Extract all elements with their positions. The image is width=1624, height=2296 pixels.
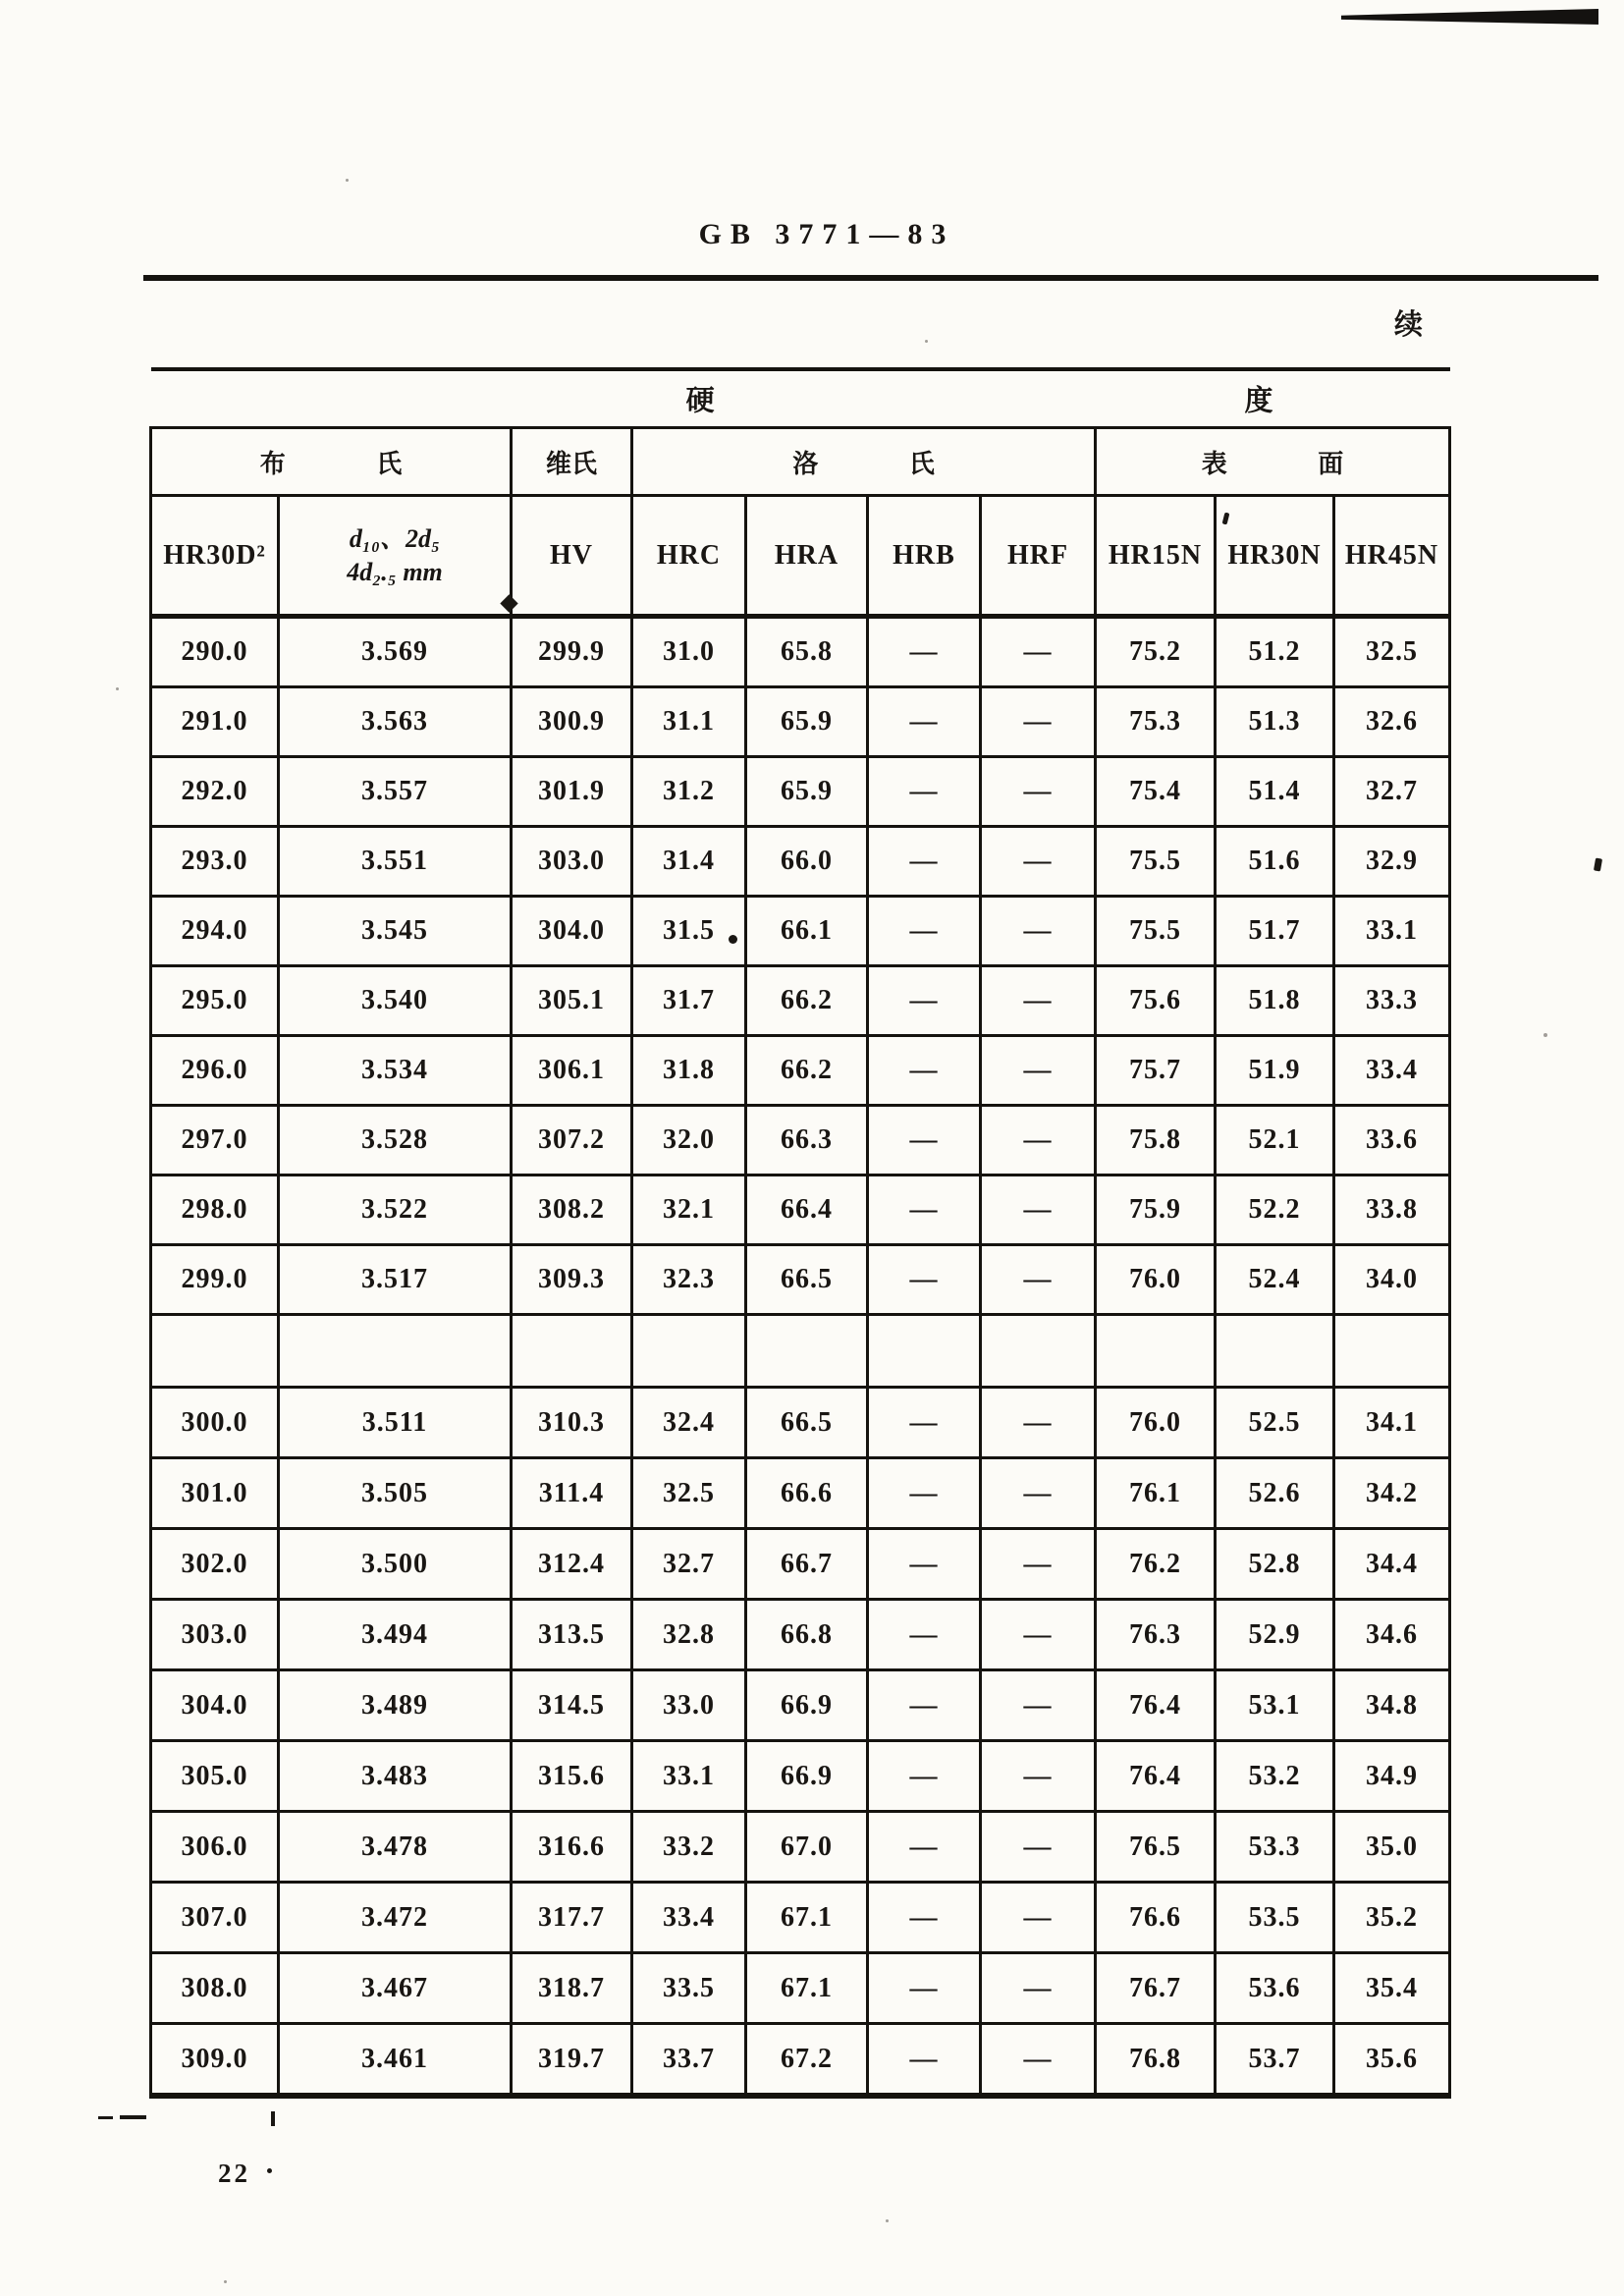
table-cell: 67.1 bbox=[746, 1883, 868, 1953]
table-cell-empty bbox=[868, 1315, 981, 1388]
scan-artifact-speck bbox=[224, 2280, 227, 2283]
table-cell: 76.3 bbox=[1096, 1600, 1216, 1670]
table-cell: 306.0 bbox=[151, 1812, 279, 1883]
table-cell: 66.4 bbox=[746, 1175, 868, 1245]
table-cell: 33.5 bbox=[632, 1953, 746, 2024]
table-cell: 33.6 bbox=[1334, 1106, 1450, 1175]
table-cell: 309.0 bbox=[151, 2024, 279, 2097]
table-cell: — bbox=[981, 1245, 1096, 1315]
table-cell: 65.9 bbox=[746, 757, 868, 827]
table-cell: 52.4 bbox=[1216, 1245, 1334, 1315]
table-cell: 35.6 bbox=[1334, 2024, 1450, 2097]
table-band-scales bbox=[151, 428, 1450, 496]
table-cell: 53.3 bbox=[1216, 1812, 1334, 1883]
table-cell: 305.1 bbox=[512, 966, 632, 1036]
hardness-char-right: 度 bbox=[1244, 385, 1273, 417]
table-cell: 300.0 bbox=[151, 1388, 279, 1458]
table-cell: 311.4 bbox=[512, 1458, 632, 1529]
table-cell: 3.494 bbox=[279, 1600, 512, 1670]
table-cell: 32.7 bbox=[1334, 757, 1450, 827]
table-cell: — bbox=[981, 1388, 1096, 1458]
column-header-hr45n: HR45N bbox=[1334, 496, 1450, 617]
group-header-rockwell: 洛 氏 bbox=[632, 428, 1096, 496]
table-cell: 76.8 bbox=[1096, 2024, 1216, 2097]
table-cell: 303.0 bbox=[151, 1600, 279, 1670]
table-cell: — bbox=[868, 1670, 981, 1741]
table-cell-empty bbox=[746, 1315, 868, 1388]
table-row bbox=[151, 897, 1450, 966]
table-cell: 67.1 bbox=[746, 1953, 868, 2024]
table-cell: — bbox=[868, 1036, 981, 1106]
table-cell: 75.8 bbox=[1096, 1106, 1216, 1175]
table-cell: 312.4 bbox=[512, 1529, 632, 1600]
table-cell: — bbox=[981, 617, 1096, 687]
scan-artifact-speck bbox=[346, 179, 349, 182]
table-cell: — bbox=[981, 1458, 1096, 1529]
table-column-headers bbox=[151, 496, 1450, 617]
table-cell: 52.1 bbox=[1216, 1106, 1334, 1175]
table-cell: — bbox=[868, 966, 981, 1036]
table-cell: 296.0 bbox=[151, 1036, 279, 1106]
diameter-header-line1: d₁₀、2d₅ bbox=[349, 523, 441, 553]
table-cell: 34.8 bbox=[1334, 1670, 1450, 1741]
table-cell: 3.540 bbox=[279, 966, 512, 1036]
table-cell: 307.2 bbox=[512, 1106, 632, 1175]
table-cell: 31.5 bbox=[632, 897, 746, 966]
table-cell: 66.6 bbox=[746, 1458, 868, 1529]
table-cell: — bbox=[981, 1670, 1096, 1741]
table-cell: 32.0 bbox=[632, 1106, 746, 1175]
table-cell: 302.0 bbox=[151, 1529, 279, 1600]
table-cell: 34.0 bbox=[1334, 1245, 1450, 1315]
table-cell: 33.2 bbox=[632, 1812, 746, 1883]
table-cell: 32.6 bbox=[1334, 687, 1450, 757]
table-cell: 76.1 bbox=[1096, 1458, 1216, 1529]
table-cell-empty bbox=[151, 1315, 279, 1388]
table-cell: 52.5 bbox=[1216, 1388, 1334, 1458]
scan-artifact-margin-dash bbox=[98, 2116, 113, 2119]
table-cell: — bbox=[868, 1458, 981, 1529]
table-cell: 318.7 bbox=[512, 1953, 632, 2024]
scan-artifact-margin-dash bbox=[120, 2115, 146, 2119]
table-cell: 3.551 bbox=[279, 827, 512, 897]
table-cell: 53.1 bbox=[1216, 1670, 1334, 1741]
table-row bbox=[151, 2024, 1450, 2097]
table-cell: 3.472 bbox=[279, 1883, 512, 1953]
table-cell: 33.0 bbox=[632, 1670, 746, 1741]
table-cell: 34.4 bbox=[1334, 1529, 1450, 1600]
table-cell: 51.2 bbox=[1216, 617, 1334, 687]
table-spacer-row bbox=[151, 1315, 1450, 1388]
table-cell: 53.5 bbox=[1216, 1883, 1334, 1953]
table-cell: 52.9 bbox=[1216, 1600, 1334, 1670]
table-cell: 308.2 bbox=[512, 1175, 632, 1245]
table-cell: — bbox=[981, 897, 1096, 966]
table-cell: 67.0 bbox=[746, 1812, 868, 1883]
table-cell: 317.7 bbox=[512, 1883, 632, 1953]
hardness-char-left: 硬 bbox=[685, 385, 715, 417]
table-cell: 306.1 bbox=[512, 1036, 632, 1106]
table-cell: — bbox=[981, 1529, 1096, 1600]
table-cell: 66.8 bbox=[746, 1600, 868, 1670]
table-cell: — bbox=[981, 1812, 1096, 1883]
table-cell: 32.5 bbox=[632, 1458, 746, 1529]
table-cell: 76.0 bbox=[1096, 1245, 1216, 1315]
table-cell: — bbox=[868, 1883, 981, 1953]
table-cell: 65.8 bbox=[746, 617, 868, 687]
table-cell: 51.9 bbox=[1216, 1036, 1334, 1106]
table-cell-empty bbox=[632, 1315, 746, 1388]
table-cell: — bbox=[868, 1953, 981, 2024]
table-cell: 53.7 bbox=[1216, 2024, 1334, 2097]
table-cell-empty bbox=[512, 1315, 632, 1388]
table-cell: 3.511 bbox=[279, 1388, 512, 1458]
table-cell: 303.0 bbox=[512, 827, 632, 897]
table-cell: 307.0 bbox=[151, 1883, 279, 1953]
table-cell: 32.5 bbox=[1334, 617, 1450, 687]
table-cell: 301.0 bbox=[151, 1458, 279, 1529]
column-header-hv: HV bbox=[512, 496, 632, 617]
table-cell: 52.2 bbox=[1216, 1175, 1334, 1245]
table-cell: 51.3 bbox=[1216, 687, 1334, 757]
diameter-header-line2: 4d₂.₅ mm bbox=[347, 557, 443, 586]
table-cell: 66.7 bbox=[746, 1529, 868, 1600]
table-cell: — bbox=[868, 827, 981, 897]
table-cell: 304.0 bbox=[151, 1670, 279, 1741]
table-cell-empty bbox=[279, 1315, 512, 1388]
table-cell: 315.6 bbox=[512, 1741, 632, 1812]
table-row bbox=[151, 1953, 1450, 2024]
table-cell: 3.461 bbox=[279, 2024, 512, 2097]
table-row bbox=[151, 1388, 1450, 1458]
table-row bbox=[151, 757, 1450, 827]
table-cell: 67.2 bbox=[746, 2024, 868, 2097]
table-cell: 35.4 bbox=[1334, 1953, 1450, 2024]
table-cell: 66.2 bbox=[746, 1036, 868, 1106]
table-cell-empty bbox=[1334, 1315, 1450, 1388]
table-cell: 66.5 bbox=[746, 1388, 868, 1458]
scan-artifact-speck bbox=[925, 340, 928, 343]
table-cell: 294.0 bbox=[151, 897, 279, 966]
table-row bbox=[151, 1670, 1450, 1741]
table-cell: 75.9 bbox=[1096, 1175, 1216, 1245]
table-cell: — bbox=[868, 1388, 981, 1458]
continued-label: 续 bbox=[1394, 309, 1424, 341]
table-cell: 290.0 bbox=[151, 617, 279, 687]
table-cell: 3.467 bbox=[279, 1953, 512, 2024]
table-cell: 32.1 bbox=[632, 1175, 746, 1245]
scan-artifact-dot bbox=[729, 935, 737, 944]
scan-artifact-border-overshoot bbox=[271, 2111, 275, 2126]
table-cell: 51.6 bbox=[1216, 827, 1334, 897]
standard-code-title: GB 3771—83 bbox=[698, 218, 955, 250]
table-cell: 75.4 bbox=[1096, 757, 1216, 827]
table-row bbox=[151, 966, 1450, 1036]
table-cell-empty bbox=[1096, 1315, 1216, 1388]
table-cell: 76.6 bbox=[1096, 1883, 1216, 1953]
table-cell: 3.517 bbox=[279, 1245, 512, 1315]
table-cell: — bbox=[868, 1529, 981, 1600]
table-row bbox=[151, 1883, 1450, 1953]
column-header-hra: HRA bbox=[746, 496, 868, 617]
column-header-hr30n: HR30N bbox=[1216, 496, 1334, 617]
table-cell: 76.2 bbox=[1096, 1529, 1216, 1600]
table-cell: 66.5 bbox=[746, 1245, 868, 1315]
table-cell: — bbox=[981, 1600, 1096, 1670]
table-cell: 53.6 bbox=[1216, 1953, 1334, 2024]
table-cell: 66.1 bbox=[746, 897, 868, 966]
table-cell: — bbox=[981, 1036, 1096, 1106]
table-cell-empty bbox=[1216, 1315, 1334, 1388]
column-header-hrb: HRB bbox=[868, 496, 981, 617]
table-cell: 300.9 bbox=[512, 687, 632, 757]
column-header-hr15n: HR15N bbox=[1096, 496, 1216, 617]
table-cell: 3.522 bbox=[279, 1175, 512, 1245]
table-cell: 75.5 bbox=[1096, 897, 1216, 966]
table-cell: — bbox=[981, 1106, 1096, 1175]
table-cell: — bbox=[981, 966, 1096, 1036]
page-number: 22 bbox=[218, 2159, 250, 2188]
table-cell: — bbox=[868, 1600, 981, 1670]
table-cell: 292.0 bbox=[151, 757, 279, 827]
table-cell: 3.500 bbox=[279, 1529, 512, 1600]
table-row bbox=[151, 1529, 1450, 1600]
table-cell: 76.4 bbox=[1096, 1741, 1216, 1812]
table-row bbox=[151, 617, 1450, 687]
table-cell: 75.5 bbox=[1096, 827, 1216, 897]
table-row bbox=[151, 827, 1450, 897]
table-cell: 51.8 bbox=[1216, 966, 1334, 1036]
table-cell: — bbox=[981, 1883, 1096, 1953]
hardness-conversion-table bbox=[149, 367, 1451, 2099]
table-cell: 33.7 bbox=[632, 2024, 746, 2097]
table-cell: — bbox=[868, 1245, 981, 1315]
table-cell: 299.0 bbox=[151, 1245, 279, 1315]
table-cell: 33.4 bbox=[632, 1883, 746, 1953]
table-cell: 35.0 bbox=[1334, 1812, 1450, 1883]
table-cell: 33.1 bbox=[1334, 897, 1450, 966]
table-cell: 304.0 bbox=[512, 897, 632, 966]
column-header-hrc: HRC bbox=[632, 496, 746, 617]
table-cell: 32.9 bbox=[1334, 827, 1450, 897]
table-cell: 31.7 bbox=[632, 966, 746, 1036]
table-cell: 76.7 bbox=[1096, 1953, 1216, 2024]
table-cell: 66.9 bbox=[746, 1670, 868, 1741]
table-cell: 308.0 bbox=[151, 1953, 279, 2024]
table-cell: 32.4 bbox=[632, 1388, 746, 1458]
table-cell: 33.1 bbox=[632, 1741, 746, 1812]
table-row bbox=[151, 1741, 1450, 1812]
table-cell: 31.1 bbox=[632, 687, 746, 757]
table-cell: — bbox=[868, 2024, 981, 2097]
table-cell: 65.9 bbox=[746, 687, 868, 757]
table-cell: 314.5 bbox=[512, 1670, 632, 1741]
table-cell: 75.6 bbox=[1096, 966, 1216, 1036]
table-row bbox=[151, 1600, 1450, 1670]
table-cell: — bbox=[981, 2024, 1096, 2097]
table-cell: 3.489 bbox=[279, 1670, 512, 1741]
table-cell: 3.483 bbox=[279, 1741, 512, 1812]
table-cell: 66.0 bbox=[746, 827, 868, 897]
column-header-hb30d2: HR30D² bbox=[151, 496, 279, 617]
table-row bbox=[151, 1175, 1450, 1245]
scan-artifact-speck bbox=[1594, 857, 1602, 871]
table-body bbox=[151, 617, 1450, 2097]
title-rule bbox=[143, 275, 1598, 281]
table-cell: 53.2 bbox=[1216, 1741, 1334, 1812]
table-cell: 51.4 bbox=[1216, 757, 1334, 827]
table-cell: — bbox=[981, 687, 1096, 757]
group-header-brinell: 布 氏 bbox=[151, 428, 512, 496]
table-cell: 34.6 bbox=[1334, 1600, 1450, 1670]
table-cell-empty bbox=[981, 1315, 1096, 1388]
table-cell: 3.557 bbox=[279, 757, 512, 827]
table-cell: — bbox=[981, 1175, 1096, 1245]
table-row bbox=[151, 1245, 1450, 1315]
table-cell: 75.2 bbox=[1096, 617, 1216, 687]
scan-artifact-speck bbox=[116, 687, 119, 690]
table-cell: 3.534 bbox=[279, 1036, 512, 1106]
table-cell: 52.8 bbox=[1216, 1529, 1334, 1600]
column-header-hrf: HRF bbox=[981, 496, 1096, 617]
table-cell: 305.0 bbox=[151, 1741, 279, 1812]
scan-artifact-speck bbox=[886, 2219, 889, 2222]
table-cell: 31.8 bbox=[632, 1036, 746, 1106]
table-cell: 33.3 bbox=[1334, 966, 1450, 1036]
table-cell: 52.6 bbox=[1216, 1458, 1334, 1529]
table-cell: 76.0 bbox=[1096, 1388, 1216, 1458]
table-cell: 298.0 bbox=[151, 1175, 279, 1245]
table-cell: 293.0 bbox=[151, 827, 279, 897]
table-cell: — bbox=[981, 1741, 1096, 1812]
table-cell: 31.4 bbox=[632, 827, 746, 897]
group-header-surface: 表 面 bbox=[1096, 428, 1450, 496]
table-cell: 66.3 bbox=[746, 1106, 868, 1175]
table-band-hardness bbox=[151, 369, 1450, 428]
column-header-indent-diameter bbox=[279, 496, 512, 617]
table-cell: — bbox=[981, 827, 1096, 897]
scan-artifact-wedge bbox=[1341, 9, 1598, 25]
table-cell: 33.8 bbox=[1334, 1175, 1450, 1245]
table-cell: 295.0 bbox=[151, 966, 279, 1036]
table-cell: 35.2 bbox=[1334, 1883, 1450, 1953]
table-cell: 31.0 bbox=[632, 617, 746, 687]
table-cell: — bbox=[868, 1175, 981, 1245]
table-cell: 76.5 bbox=[1096, 1812, 1216, 1883]
table-cell: 33.4 bbox=[1334, 1036, 1450, 1106]
table-cell: 3.545 bbox=[279, 897, 512, 966]
table-row bbox=[151, 1106, 1450, 1175]
table-row bbox=[151, 1458, 1450, 1529]
table-cell: 3.563 bbox=[279, 687, 512, 757]
table-cell: — bbox=[868, 687, 981, 757]
hardness-spanning-header bbox=[151, 369, 1450, 428]
table-cell: — bbox=[981, 757, 1096, 827]
table-cell: 76.4 bbox=[1096, 1670, 1216, 1741]
scan-artifact-speck bbox=[1543, 1033, 1547, 1037]
table-cell: 3.528 bbox=[279, 1106, 512, 1175]
table-cell: 299.9 bbox=[512, 617, 632, 687]
table-cell: 297.0 bbox=[151, 1106, 279, 1175]
table-cell: — bbox=[868, 757, 981, 827]
table-cell: 313.5 bbox=[512, 1600, 632, 1670]
table-cell: 31.2 bbox=[632, 757, 746, 827]
table-cell: 75.7 bbox=[1096, 1036, 1216, 1106]
table-cell: 51.7 bbox=[1216, 897, 1334, 966]
table-cell: — bbox=[868, 1741, 981, 1812]
table-row bbox=[151, 1036, 1450, 1106]
table-cell: — bbox=[868, 1812, 981, 1883]
table-cell: 32.7 bbox=[632, 1529, 746, 1600]
table-cell: 3.478 bbox=[279, 1812, 512, 1883]
table-cell: — bbox=[981, 1953, 1096, 2024]
table-cell: 66.9 bbox=[746, 1741, 868, 1812]
table-cell: 66.2 bbox=[746, 966, 868, 1036]
table-row bbox=[151, 1812, 1450, 1883]
table-cell: 309.3 bbox=[512, 1245, 632, 1315]
table-cell: 32.3 bbox=[632, 1245, 746, 1315]
table-cell: 34.9 bbox=[1334, 1741, 1450, 1812]
table-row bbox=[151, 687, 1450, 757]
table-cell: — bbox=[868, 617, 981, 687]
table-cell: 310.3 bbox=[512, 1388, 632, 1458]
table-cell: 301.9 bbox=[512, 757, 632, 827]
table-cell: 75.3 bbox=[1096, 687, 1216, 757]
table-cell: 319.7 bbox=[512, 2024, 632, 2097]
table-cell: 34.2 bbox=[1334, 1458, 1450, 1529]
table-cell: 291.0 bbox=[151, 687, 279, 757]
scan-artifact-dot bbox=[267, 2168, 272, 2173]
table-cell: 3.569 bbox=[279, 617, 512, 687]
table-cell: — bbox=[868, 1106, 981, 1175]
table-cell: — bbox=[868, 897, 981, 966]
group-header-vickers: 维氏 bbox=[512, 428, 632, 496]
table-cell: 34.1 bbox=[1334, 1388, 1450, 1458]
table-cell: 32.8 bbox=[632, 1600, 746, 1670]
table-cell: 316.6 bbox=[512, 1812, 632, 1883]
table-cell: 3.505 bbox=[279, 1458, 512, 1529]
